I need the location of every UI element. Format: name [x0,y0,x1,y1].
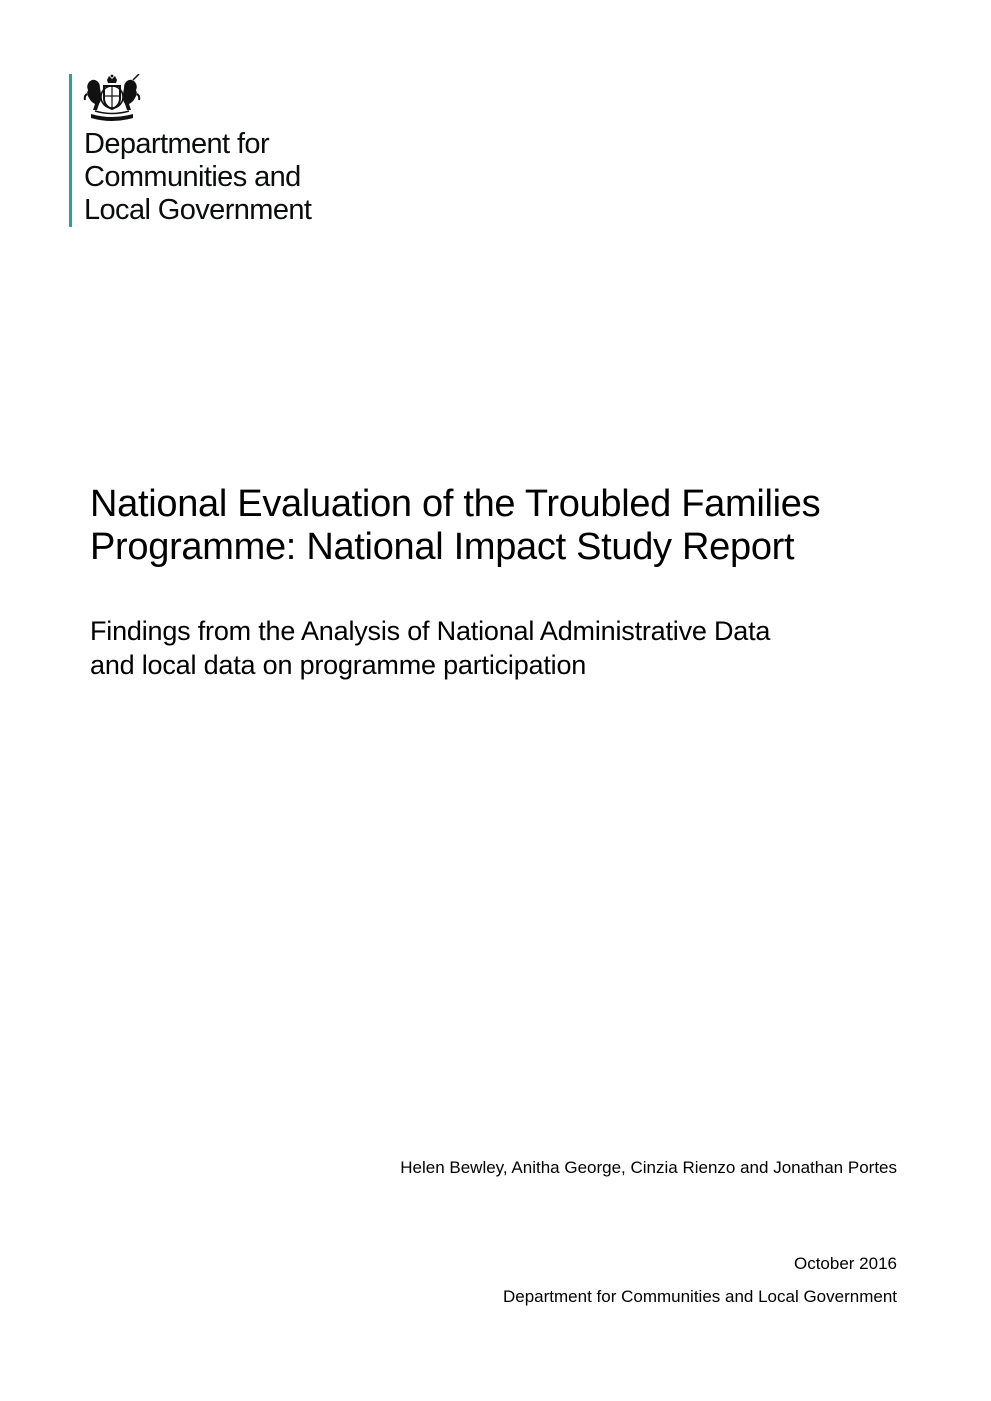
publisher: Department for Communities and Local Government [502,1287,897,1306]
authors: Helen Bewley, Anitha George, Cinzia Rienzo and Jonathan Portes [400,1158,897,1177]
report-subtitle-line-1: Findings from the Analysis of National Administrative Data [90,616,771,646]
department-name [84,128,311,227]
report-subtitle [90,614,770,682]
report-title-line-2: Programme: National Impact Study Report [90,526,795,568]
department-name-line-1: Department for [84,128,270,160]
report-subtitle-line-2: and local data on programme participation [90,650,587,680]
logo-accent-bar [69,74,72,227]
department-name-line-2: Communities and [84,161,301,193]
publication-date: October 2016 [793,1254,897,1273]
royal-coat-of-arms-icon [83,74,141,122]
department-name-line-3: Local Government [84,194,312,226]
report-title [90,483,820,569]
report-title-line-1: National Evaluation of the Troubled Families [90,483,821,525]
